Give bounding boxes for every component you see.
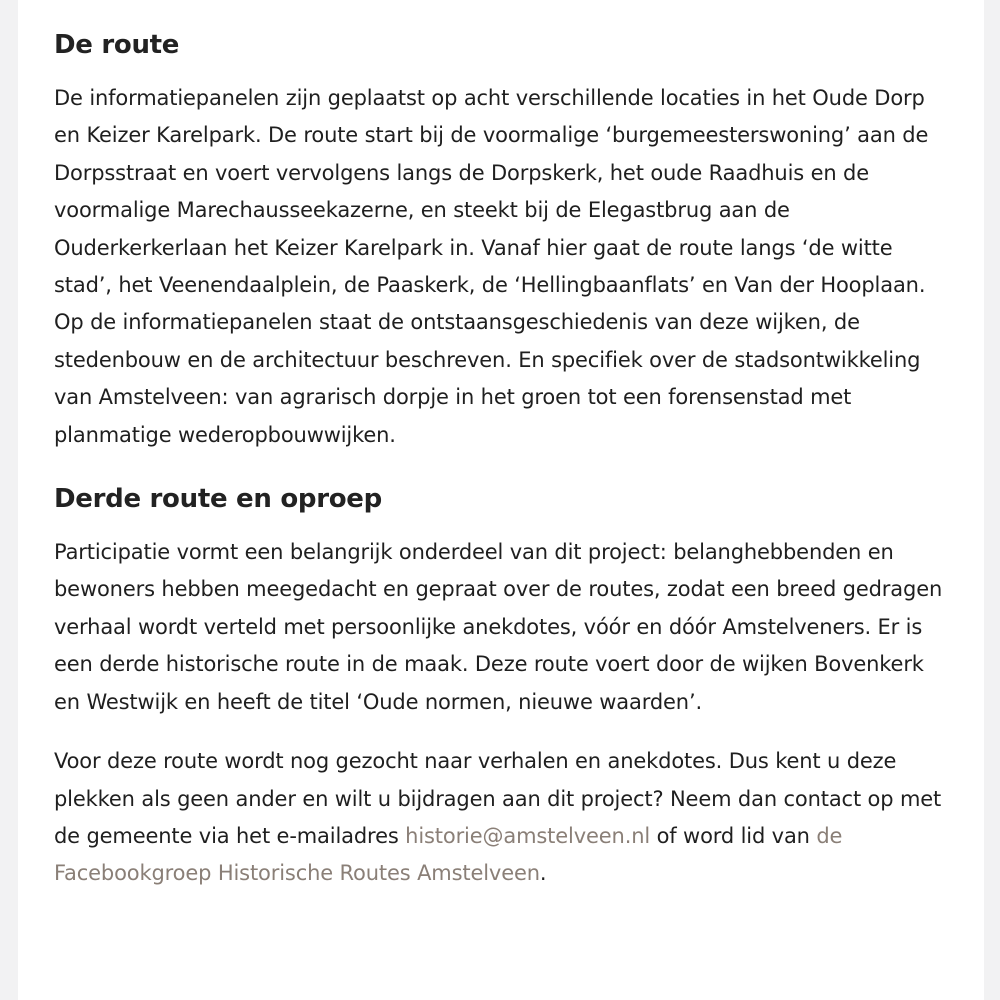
oproep-text-end: .	[539, 861, 547, 886]
article-content	[54, 22, 954, 915]
paragraph-participatie: Participatie vormt een belangrijk onderdeel van dit project: belanghebbenden en bewoners hebben meegedacht en gepraat over de routes, zodat een breed gedragen verhaal wordt verteld met persoonlijke anekdotes, vóór en dóór Amstelveners. Er is een derde historische route in de maak. Deze route voert door de wijken Bovenkerk en Westwijk en heeft de titel ‘Oude normen, nieuwe waarden’.	[54, 540, 943, 714]
paragraph-oproep	[54, 743, 954, 893]
oproep-text-1: Voor deze route wordt nog gezocht naar verhalen en anekdotes. Dus kent u deze plekken als geen ander en wilt u bijdragen aan dit project? Neem dan contact op met de gemeente via het e-mailadres	[54, 749, 942, 848]
facebook-group-link[interactable]: de Facebookgroep Historische Routes Amstelveen	[54, 823, 843, 886]
oproep-text-2: of word lid van	[650, 823, 817, 848]
article-page	[18, 0, 984, 1000]
paragraph-de-route: De informatiepanelen zijn geplaatst op acht verschillende locaties in het Oude Dorp en Keizer Karelpark. De route start bij de voormalige ‘burgemeesterswoning’ aan de Dorpsstraat en voert vervolgens langs de Dorpskerk, het oude Raadhuis en de voormalige Marechausseekazerne, en steekt bij de Elegastbrug aan de Ouderkerkerlaan het Keizer Karelpark in. Vanaf hier gaat de route langs ‘de witte stad’, het Veenendaalplein, de Paaskerk, de ‘Hellingbaanflats’ en Van der Hooplaan. Op de informatiepanelen staat de ontstaansgeschiedenis van deze wijken, de stedenbouw en de architectuur beschreven. En specifiek over de stadsontwikkeling van Amstelveen: van agrarisch dorpje in het groen tot een forensenstad met planmatige wederopbouwwijken.	[54, 86, 929, 447]
section-heading-de-route: De route	[54, 30, 180, 60]
email-link[interactable]: historie@amstelveen.nl	[405, 823, 651, 848]
section-heading-derde-route: Derde route en oproep	[54, 484, 382, 515]
